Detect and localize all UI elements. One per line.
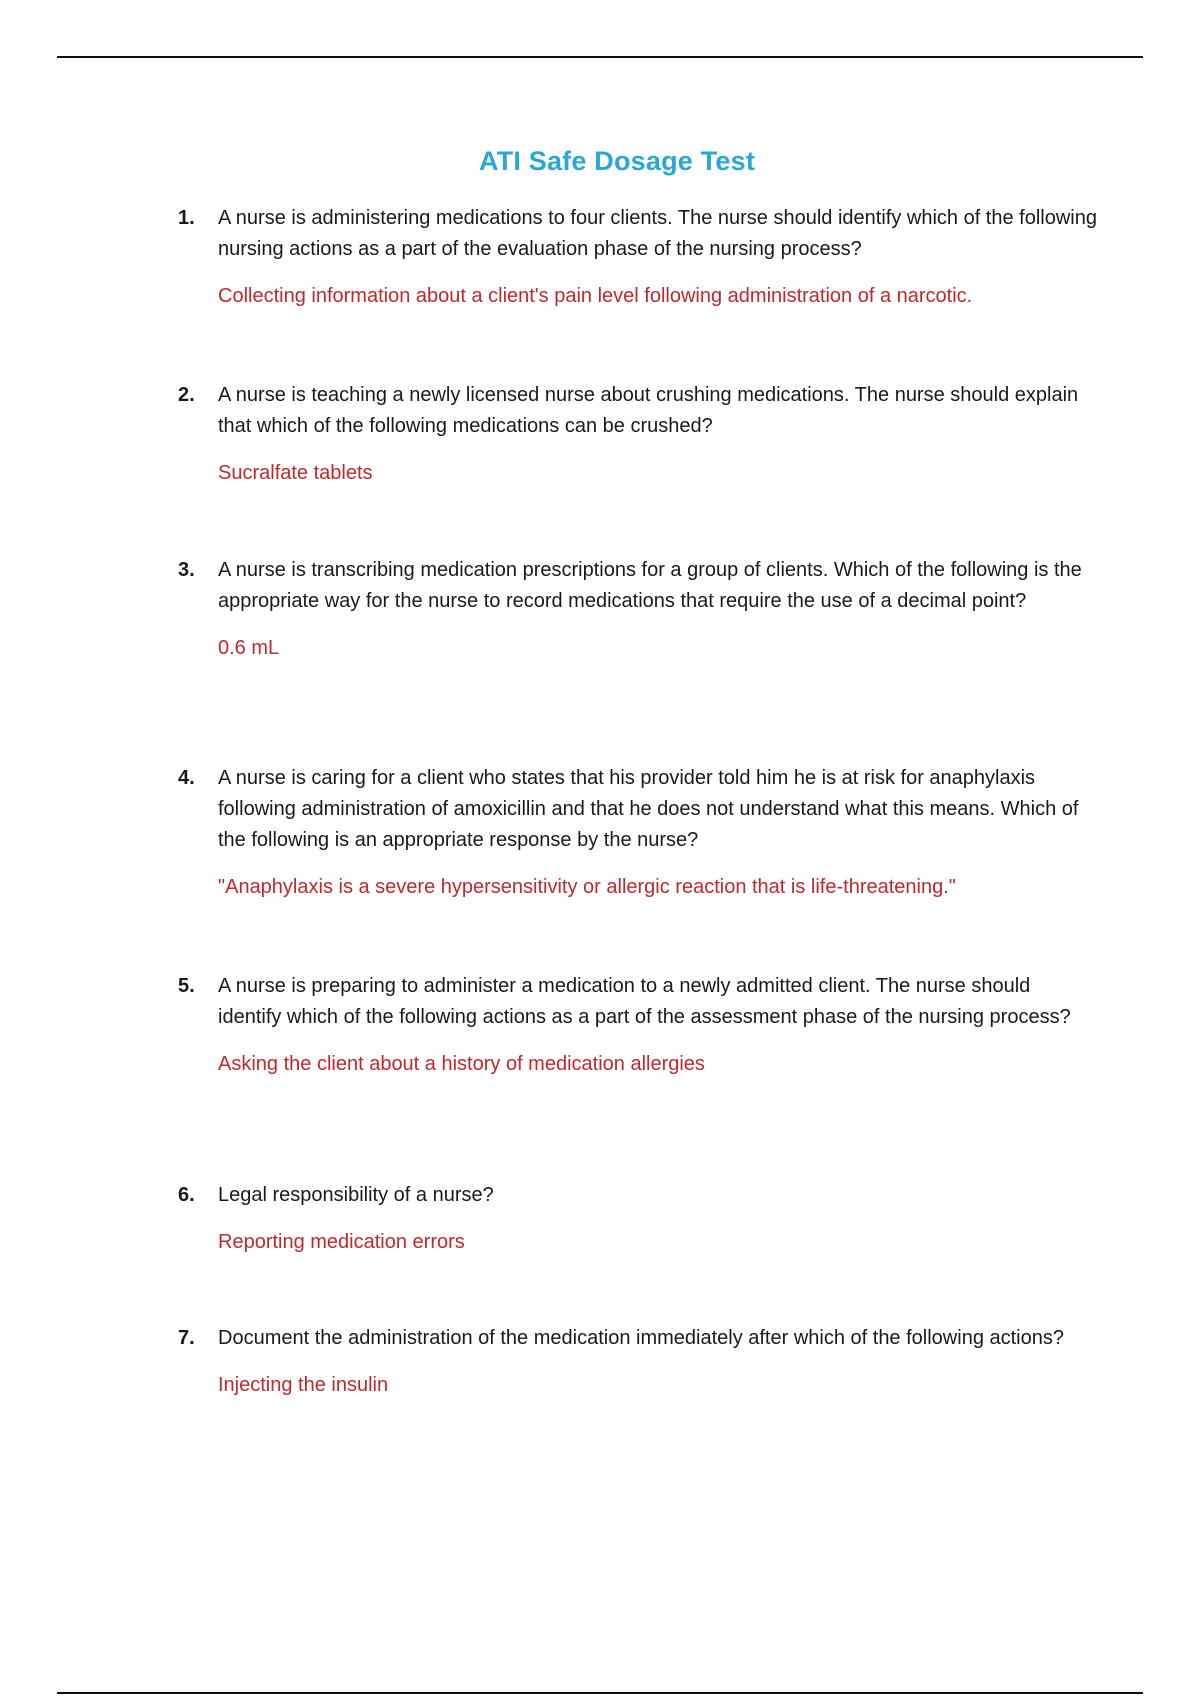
question-item	[178, 763, 1098, 903]
question-item	[178, 555, 1098, 664]
bottom-rule	[57, 1692, 1143, 1694]
question-number: 7.	[178, 1327, 195, 1349]
question-number: 5.	[178, 975, 195, 997]
answer-text: Collecting information about a client's pain level following administration of a narcotic.	[218, 285, 973, 307]
question-number: 3.	[178, 559, 195, 581]
page-title: ATI Safe Dosage Test	[478, 146, 756, 176]
question-number: 2.	[178, 384, 195, 406]
question-text: A nurse is teaching a newly licensed nurse about crushing medications. The nurse should explain that which of the following medications can be crushed?	[218, 384, 1079, 437]
question-number: 1.	[178, 207, 195, 229]
question-text: A nurse is transcribing medication prescriptions for a group of clients. Which of the following is the appropriate way for the nurse to record medications that require the use of a decimal point?	[218, 559, 1082, 612]
question-item	[178, 380, 1098, 489]
answer-text: "Anaphylaxis is a severe hypersensitivity or allergic reaction that is life-threatening."	[218, 876, 956, 898]
answer-text: Injecting the insulin	[218, 1374, 389, 1396]
answer-text: Reporting medication errors	[218, 1231, 465, 1253]
question-text: Document the administration of the medication immediately after which of the following actions?	[218, 1327, 1064, 1349]
question-text: A nurse is caring for a client who states that his provider told him he is at risk for anaphylaxis following administration of amoxicillin and that he does not understand what this means. Which of the following is an appropriate response by the nurse?	[218, 767, 1079, 851]
question-item	[178, 203, 1098, 312]
question-number: 4.	[178, 767, 195, 789]
answer-text: 0.6 mL	[218, 637, 280, 659]
question-text: Legal responsibility of a nurse?	[218, 1184, 494, 1206]
question-item	[178, 971, 1098, 1080]
answer-text: Sucralfate tablets	[218, 462, 373, 484]
question-item	[178, 1323, 1098, 1401]
question-text: A nurse is preparing to administer a medication to a newly admitted client. The nurse should identify which of the following actions as a part of the assessment phase of the nursing process?	[218, 975, 1071, 1028]
question-number: 6.	[178, 1184, 195, 1206]
question-item	[178, 1180, 1098, 1258]
question-text: A nurse is administering medications to four clients. The nurse should identify which of the following nursing actions as a part of the evaluation phase of the nursing process?	[218, 207, 1097, 260]
answer-text: Asking the client about a history of medication allergies	[218, 1053, 705, 1075]
